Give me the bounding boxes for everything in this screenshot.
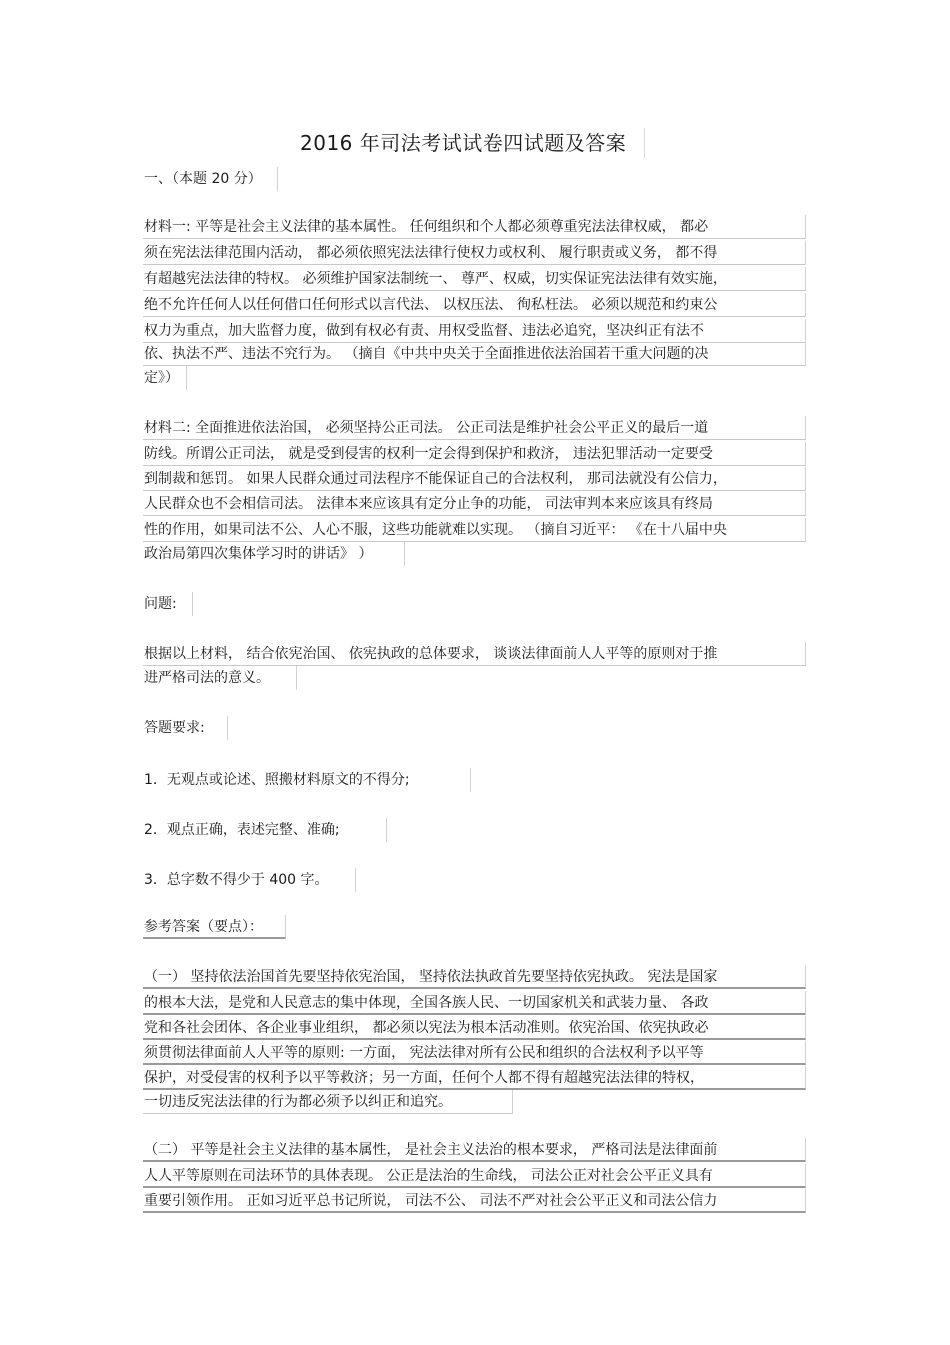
answer1-line: 保护，对受侵害的权利予以平等救济；另一方面，任何个人都不得有超越宪法法律的特权， — [143, 1066, 806, 1090]
requirement-item: 1．无观点或论述、照搬材料原文的不得分; — [143, 768, 471, 792]
answer1-line: 党和各社会团体、各企业事业组织， 都必须以宪法为根本活动准则。依宪治国、依宪执政必 — [143, 1016, 806, 1040]
material1-line: 定》） — [143, 366, 187, 390]
requirement-item: 2．观点正确，表述完整、准确; — [143, 818, 387, 842]
material2-line: 政治局第四次集体学习时的讲话》 ） — [143, 542, 405, 566]
answer1-line: 一切违反宪法法律的行为都必须予以纠正和追究。 — [143, 1090, 513, 1114]
material1-line: 须在宪法法律范围内活动， 都必须依照宪法法律行使权力或权利、 履行职责或义务， 都不得 — [143, 241, 806, 265]
material1-line: 绝不允许任何人以任何借口任何形式以言代法、 以权压法、 徇私枉法。 必须以规范和约束公 — [143, 293, 806, 317]
material2-line: 性的作用，如果司法不公、人心不服，这些功能就难以实现。 （摘自习近平： 《在十八届中央 — [143, 518, 806, 542]
material2-line: 防线。所谓公正司法， 就是受到侵害的权利一定会得到保护和救济， 违法犯罪活动一定要受 — [143, 442, 806, 466]
material1-line: 依、执法不严、违法不究行为。 （摘自《中共中央关于全面推进依法治国若干重大问题的决 — [143, 342, 806, 366]
answer1-line: 的根本大法，是党和人民意志的集中体现，全国各族人民、一切国家机关和武装力量、 各政 — [143, 991, 806, 1015]
material1-line: 材料一: 平等是社会主义法律的基本属性。 任何组织和个人都必须尊重宪法法律权威， 都必 — [143, 215, 806, 239]
answer2-line: 重要引领作用。 正如习近平总书记所说， 司法不公、 司法不严对社会公平正义和司法公信力 — [143, 1189, 806, 1213]
answer1-line: （一） 坚持依法治国首先要坚持依宪治国， 坚持依法执政首先要坚持依宪执政。 宪法是国家 — [143, 965, 806, 989]
document-title: 2016 年司法考试试卷四试题及答案 — [300, 128, 645, 158]
answer2-line: 人人平等原则在司法环节的具体表现。 公正是法治的生命线， 司法公正对社会公平正义具有 — [143, 1164, 806, 1188]
material1-line: 有超越宪法法律的特权。 必须维护国家法制统一、 尊严、权威，切实保证宪法法律有效实施， — [143, 267, 806, 291]
answer1-line: 须贯彻法律面前人人平等的原则: 一方面， 宪法法律对所有公民和组织的合法权利予以平等 — [143, 1041, 806, 1065]
material2-line: 到制裁和惩罚。 如果人民群众通过司法程序不能保证自己的合法权利， 那司法就没有公信力， — [143, 467, 806, 491]
section-heading: 一、（本题 20 分） — [143, 167, 278, 191]
requirement-item: 3．总字数不得少于 400 字。 — [143, 868, 356, 892]
question-line: 根据以上材料， 结合依宪治国、 依宪执政的总体要求， 谈谈法律面前人人平等的原则对于推 — [143, 642, 806, 666]
question-line: 进严格司法的意义。 — [143, 666, 297, 690]
answer-label: 参考答案（要点）： — [143, 915, 286, 939]
material2-line: 人民群众也不会相信司法。 法律本来应该具有定分止争的功能， 司法审判本来应该具有终局 — [143, 492, 806, 516]
requirements-label: 答题要求: — [143, 716, 228, 740]
material1-line: 权力为重点，加大监督力度，做到有权必有责、用权受监督、违法必追究，坚决纠正有法不 — [143, 319, 806, 343]
material2-line: 材料二: 全面推进依法治国， 必须坚持公正司法。 公正司法是维护社会公平正义的最后一道 — [143, 416, 806, 440]
answer2-line: （二） 平等是社会主义法律的基本属性， 是社会主义法治的根本要求， 严格司法是法律面前 — [143, 1138, 806, 1162]
question-label: 问题: — [143, 592, 193, 616]
